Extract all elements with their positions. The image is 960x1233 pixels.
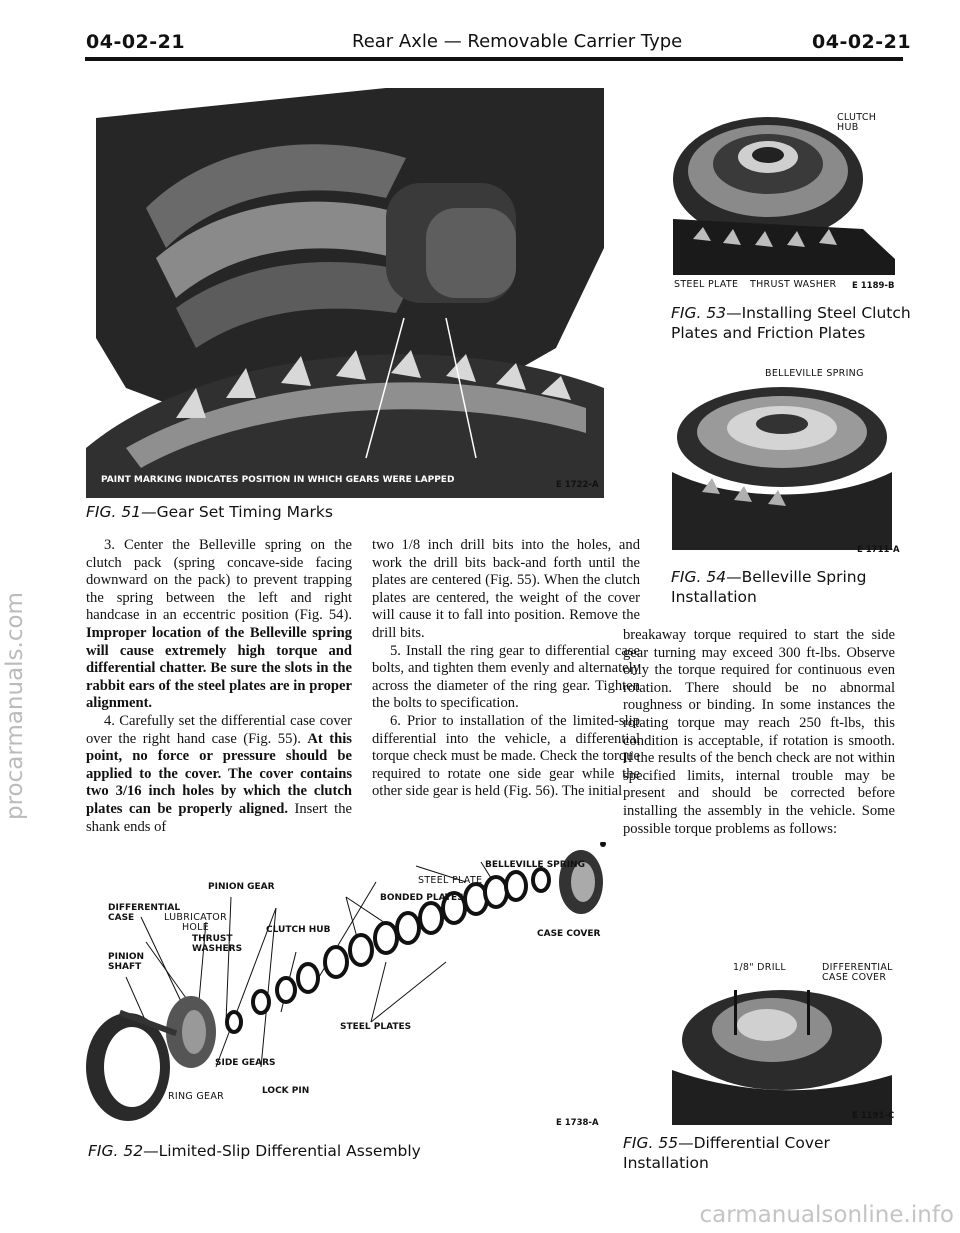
step-3-text: 3. Center the Belleville spring on the clutch pack (spring concave-side facing downward on the pack) to prevent trapping the spring between the left and right handcase in an eccentric position (Fig. 54).: [86, 537, 352, 624]
page-code-right: 04-02-21: [812, 31, 912, 53]
fig55-label-cover: DIFFERENTIAL CASE COVER: [822, 962, 893, 983]
fig52-label-lock-pin: LOCK PIN: [262, 1086, 310, 1096]
fig52-label-clutch-hub: CLUTCH HUB: [266, 925, 331, 935]
col3-para-1: breakaway torque required to start the side gear turning may exceed 300 ft-lbs. Observe only the torque required for continuous even rotation. There should be no abnormal roughness or binding. In some instances the rotating torque may reach 250 ft-lbs, this condition is acceptable, if rotation is smooth. If the results of the bench check are not within specified limits, internal trouble may be present and should be corrected before installing the assembly in the vehicle. Some possible torque problems as follows:: [623, 627, 895, 837]
fig53-number: FIG. 53: [671, 304, 727, 322]
header-rule: [85, 57, 903, 61]
fig53-code: E 1189-B: [852, 281, 895, 291]
fig52-caption-text: —Limited-Slip Differential Assembly: [143, 1142, 421, 1160]
fig52-code: E 1738-A: [556, 1118, 599, 1128]
fig53-caption-text: —Installing Steel Clutch Plates and Friction Plates: [671, 304, 911, 342]
fig52-label-case-cover: CASE COVER: [537, 929, 601, 939]
fig52-label-lubricator: LUBRICATOR HOLE: [164, 912, 227, 933]
fig51-caption: [86, 502, 333, 522]
fig53-label-thrust-washer: THRUST WASHER: [750, 279, 837, 290]
fig54-caption-text: —Belleville Spring Installation: [671, 568, 867, 606]
column-3: [623, 627, 895, 838]
page-code-left: 04-02-21: [86, 31, 186, 53]
watermark-bottom: carmanualsonline.info: [699, 1202, 954, 1228]
fig55-caption: [623, 1133, 863, 1173]
fig51-label: PAINT MARKING INDICATES POSITION IN WHICH GEARS WERE LAPPED: [101, 475, 455, 485]
fig55-label-drill: 1/8" DRILL: [733, 962, 786, 973]
fig52-diagram: [86, 842, 640, 1132]
fig52-number: FIG. 52: [88, 1142, 144, 1160]
fig55-caption-text: —Differential Cover Installation: [623, 1134, 830, 1172]
fig52-label-diff-case: DIFFERENTIAL CASE: [108, 903, 181, 923]
fig52-label-pinion-gear: PINION GEAR: [208, 882, 275, 892]
step-3-warning: Improper location of the Belleville spring will cause extremely high torque and differential chatter. Be sure the slots in the rabbit ears of the steel plates are in proper alignment.: [86, 624, 352, 712]
watermark-side: procarmanuals.com: [2, 592, 28, 820]
step-4-warning: At this point, no force or pressure should be applied to the cover. The cover contains two 3/16 inch holes by which the clutch plates can be properly aligned.: [86, 730, 352, 817]
fig54-number: FIG. 54: [671, 568, 727, 586]
step-4-text: 4. Carefully set the differential case cover over the right hand case (Fig. 55).: [86, 712, 352, 747]
col2-para-1: two 1/8 inch drill bits into the holes, and work the drill bits back-and forth until the plates are centered (Fig. 55). When the clutch plates are centered, the weight of the cover will cause it to fall into position. Remove the drill bits.: [372, 537, 640, 641]
fig52-label-steel-plates: STEEL PLATES: [340, 1022, 412, 1032]
fig51-code: E 1722-A: [556, 480, 599, 490]
column-1: [86, 537, 352, 836]
fig53-photo: [673, 109, 895, 275]
fig54-label-belleville: BELLEVILLE SPRING: [765, 368, 864, 379]
fig51-photo: [86, 88, 604, 498]
fig55-number: FIG. 55: [623, 1134, 679, 1152]
fig54-photo: [672, 382, 892, 550]
fig55-code: E 1191-C: [852, 1111, 895, 1121]
step-4-cont: Insert the shank ends of: [86, 800, 352, 835]
fig55-photo: [672, 985, 895, 1125]
fig52-label-pinion-shaft: PINION SHAFT: [108, 952, 145, 972]
fig52-label-belleville: BELLEVILLE SPRING: [485, 860, 585, 870]
fig52-caption: [88, 1141, 421, 1161]
fig52-label-steel-plate: STEEL PLATE: [418, 875, 483, 886]
step-6-text: 6. Prior to installation of the limited-slip differential into the vehicle, a differential torque check must be made. Check the torque required to rotate one side gear while the other side gear is held (Fig. 56). The initial: [372, 712, 640, 800]
column-2: [372, 537, 640, 801]
fig52-label-thrust: THRUST WASHERS: [192, 934, 243, 954]
fig52-label-side-gears: SIDE GEARS: [215, 1058, 276, 1068]
fig52-label-ring-gear: RING GEAR: [168, 1091, 225, 1102]
fig53-caption: [671, 303, 911, 343]
fig51-number: FIG. 51: [86, 503, 142, 521]
fig54-code: E 1711-A: [857, 545, 900, 555]
fig52-label-bonded: BONDED PLATES: [380, 893, 464, 903]
fig53-label-steel-plate: STEEL PLATE: [674, 279, 739, 290]
step-5-text: 5. Install the ring gear to differential case bolts, and tighten them evenly and alternately across the diameter of the ring gear. Tighten the bolts to specification.: [372, 642, 640, 712]
fig53-label-clutch-hub: CLUTCH HUB: [837, 112, 877, 133]
fig51-caption-text: —Gear Set Timing Marks: [141, 503, 333, 521]
page-title: Rear Axle — Removable Carrier Type: [352, 31, 683, 52]
fig54-caption: [671, 567, 871, 607]
